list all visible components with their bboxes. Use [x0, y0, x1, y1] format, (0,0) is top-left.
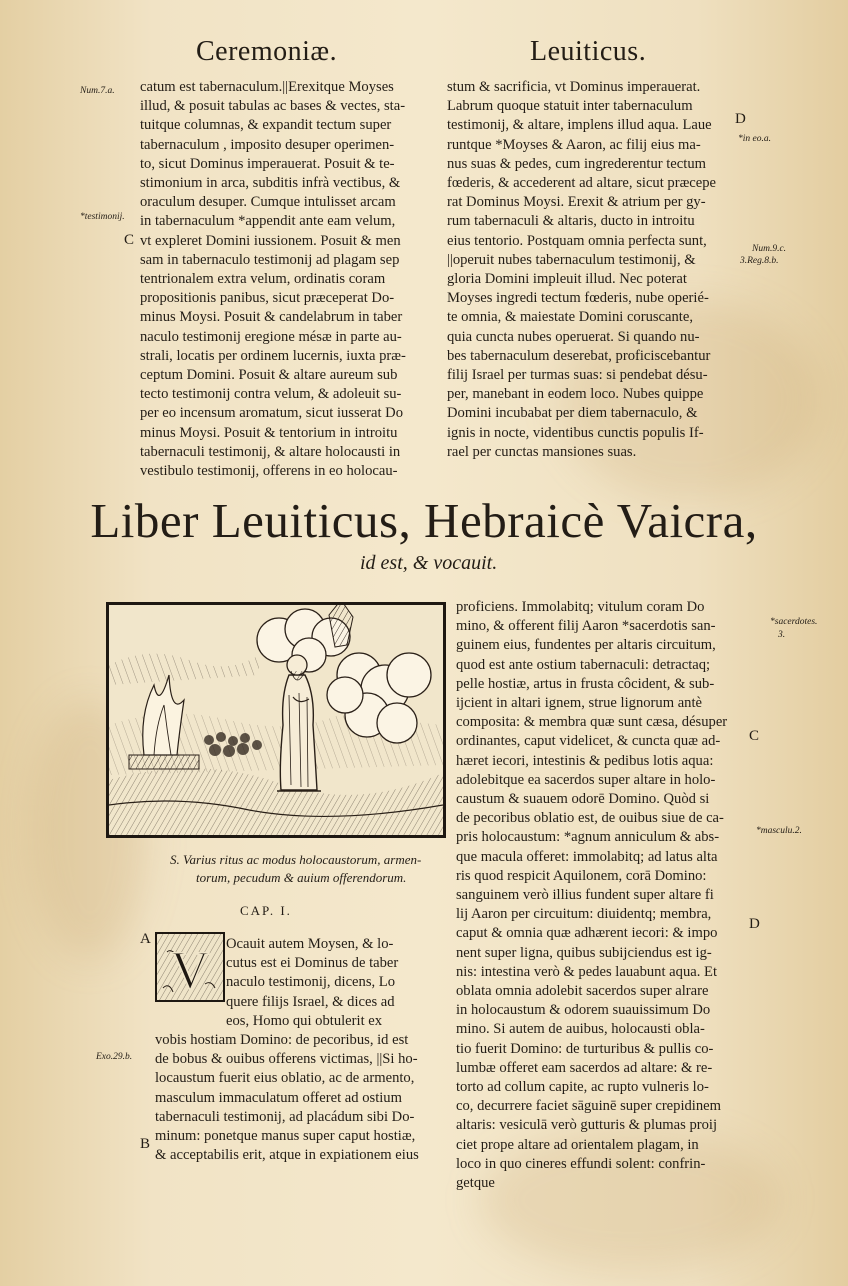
text-line: quere filijs Israel, & dices ad: [226, 993, 395, 1010]
text-line: lumbæ offeret eam sacerdos ad altare: & re-: [456, 1059, 713, 1076]
text-line: per eo incensum aromatum, sicut iusserat Do: [140, 405, 404, 422]
woodcut-moses-icon: [109, 605, 443, 835]
chapter-intro-lines: [226, 935, 398, 1031]
text-line: tecto testimonij contra velum, & adoleuit su-: [140, 386, 402, 403]
text-line: runtque *Moyses & Aaron, ac filij eius ma-: [447, 136, 701, 153]
text-line: quod est ante ostium tabernaculi: detractaq;: [456, 656, 711, 673]
text-line: sanguinem verò illius fundent super altare fi: [456, 887, 714, 904]
text-line: rael per cunctas mansiones suas.: [447, 443, 637, 460]
decorated-initial-v-icon: [157, 934, 223, 1000]
caption-line: S. Varius ritus ac modus holocaustorum, armen-: [170, 852, 422, 867]
text-line: ris quod respicit Aquilonem, corā Domino:: [456, 867, 707, 884]
margin-note-sacerdotes: *sacerdotes.: [770, 617, 818, 627]
text-line: illud, & posuit tabulas ac bases & vectes, sta-: [140, 98, 406, 115]
text-line: mino. Si autem de auibus, holocausti obla-: [456, 1021, 705, 1038]
text-line: & acceptabilis erit, atque in expiationem eius: [155, 1147, 419, 1164]
text-line: propositionis panibus, sicut præceperat Do-: [140, 290, 395, 307]
text-line: ignis in nocte, videntibus cunctis populis If-: [447, 424, 704, 441]
text-line: de pecoribus oblatio est, de ouibus siue de ca-: [456, 810, 724, 827]
text-line: vobis hostiam Domino: de pecoribus, id est: [155, 1032, 409, 1048]
margin-letter-a: A: [140, 931, 151, 947]
text-line: hæret iecori, intestinis & pedibus lotis aqua:: [456, 752, 714, 769]
chapter-label: CAP. I.: [240, 903, 292, 918]
text-line: oraculum desuper. Cumque intulisset arcam: [140, 194, 396, 211]
text-line: proficiens. Immolabitq; vitulum coram Do: [456, 599, 705, 615]
margin-note-num-9: Num.9.c.: [752, 244, 787, 254]
text-line: masculum immaculatum offeret ad ostium: [155, 1089, 402, 1106]
text-line: sam in tabernaculo testimonij ad plagam sep: [140, 251, 400, 268]
text-line: altaris: vesiculā verò gutturis & plumas proij: [456, 1117, 718, 1134]
text-line: Moyses ingredi tectum fœderis, nube operié-: [447, 290, 709, 307]
bottom-left-column: [155, 1031, 419, 1165]
text-line: nus suas & pedes, cum ingrederentur tectum: [447, 155, 706, 172]
book-subtitle: id est, & vocauit.: [360, 552, 498, 574]
text-line: tabernaculi testimonij, & altare holocausti in: [140, 443, 401, 460]
running-header-right: Leuiticus.: [530, 36, 647, 67]
margin-note-exo: Exo.29.b.: [96, 1052, 133, 1062]
text-line: ||operuit nubes tabernaculum testimonij, &: [447, 251, 696, 268]
text-line: Domini incubabat per diem tabernaculo, &: [447, 405, 698, 422]
text-line: eos, Homo qui obtulerit ex: [226, 1012, 383, 1029]
text-line: torto ad collum capite, ac rupto vulneris lo-: [456, 1079, 709, 1096]
text-line: mino, & offerent filij Aaron *sacerdotis san-: [456, 618, 716, 635]
text-line: composita: & membra quæ sunt cæsa, désuper: [456, 714, 728, 731]
text-line: minus Moysi. Posuit & tentorium in introitu: [140, 424, 398, 441]
text-line: per, manebant in eodem loco. Nubes quippe: [447, 386, 704, 403]
text-line: stum & sacrificia, vt Dominus imperauerat.: [447, 79, 701, 95]
text-line: vt expleret Domini iussionem. Posuit & men: [140, 232, 401, 249]
top-left-column: [140, 78, 406, 481]
text-line: locaustum fuerit eius oblatio, ac de armento,: [155, 1070, 415, 1087]
text-line: stimonium in arca, subditis infrà vectibus, &: [140, 175, 401, 192]
text-line: lij Aaron per circuitum: diuidentq; membra,: [456, 906, 712, 923]
margin-letter-b: B: [140, 1136, 151, 1152]
text-line: vestibulo testimonij, offerens in eo holocau-: [140, 463, 398, 480]
text-line: tentrionalem extra velum, ordinatis coram: [140, 271, 386, 288]
book-title: Liber Leuiticus, Hebraicè Vaicra,: [90, 493, 758, 548]
text-line: fœderis, & accederent ad altare, sicut præcepe: [447, 175, 717, 192]
margin-letter-c: C: [124, 232, 135, 248]
text-line: caput & omnia quæ adhærent iecori: & impo: [456, 925, 718, 942]
decorated-initial: [155, 932, 225, 1002]
margin-letter-d-bottom: D: [749, 916, 760, 932]
text-line: ijcient in altari ignem, strue lignorum antè: [456, 695, 702, 712]
text-line: loco in quo cineres effundi solent: confrin-: [456, 1155, 706, 1172]
text-line: in holocaustum & odorem suauissimum Do: [456, 1002, 711, 1019]
margin-note-three: 3.: [778, 630, 786, 640]
text-line: guinem eius, fundentes per altaris circuitum,: [456, 637, 716, 654]
text-line: que macula offeret: immolabitq; ad latus alta: [456, 848, 718, 865]
text-line: Ocauit autem Moysen, & lo-: [226, 936, 394, 952]
text-line: ceptum Domini. Posuit & altare aureum sub: [140, 367, 398, 384]
margin-letter-d: D: [735, 111, 746, 127]
text-line: naculo testimonij, dicens, Lo: [226, 974, 396, 991]
illustration-caption: [170, 851, 421, 887]
caption-line: torum, pecudum & auium offerendorum.: [196, 870, 407, 885]
text-line: caustum & suauem odorē Domino. Quòd si: [456, 791, 710, 808]
margin-note-testimonij: *testimonij.: [80, 212, 125, 222]
text-line: adolebitque ea sacerdos super altare in holo-: [456, 771, 716, 788]
text-line: testimonij, & altare, implens illud aqua. Laue: [447, 117, 712, 134]
text-line: minus Moysi. Posuit & candelabrum in taber: [140, 309, 403, 326]
margin-note-masculu: *masculu.2.: [756, 826, 802, 836]
text-line: in tabernaculum *appendit ante eam velum,: [140, 213, 396, 230]
text-line: to, sicut Dominus imperauerat. Posuit & te-: [140, 155, 395, 172]
margin-note-num-7: Num.7.a.: [80, 86, 115, 96]
text-line: catum est tabernaculum.||Erexitque Moyses: [140, 79, 394, 95]
margin-letter-c-right: C: [749, 728, 760, 744]
text-line: ordinantes, caput videlicet, & cuncta quæ ad-: [456, 733, 721, 750]
text-line: nent super ligna, quibus subijciendus est ig-: [456, 944, 712, 961]
text-line: quia cuncta nubes operuerat. Si quando nu-: [447, 328, 700, 345]
initial-letter: V: [170, 940, 210, 1000]
text-line: te omnia, & maiestate Domini coruscante,: [447, 309, 693, 326]
text-line: tio fuerit Domino: de turturibus & pullis co-: [456, 1040, 714, 1057]
text-line: cutus est ei Dominus de taber: [226, 955, 399, 972]
text-line: rat Dominus Moysi. Erexit & atrium per gy-: [447, 194, 706, 211]
text-line: Labrum quoque statuit inter tabernaculum: [447, 98, 693, 115]
woodcut-illustration: [106, 602, 446, 838]
text-line: pris holocaustum: *agnum anniculum & abs-: [456, 829, 720, 846]
running-header-left: Ceremoniæ.: [196, 36, 338, 67]
text-line: gloria Domini impleuit illud. Nec poterat: [447, 271, 687, 288]
text-line: nis: intestina verò & pedes lauabunt aqua. Et: [456, 963, 717, 980]
margin-note-in-eo: *in eo.a.: [738, 134, 771, 144]
top-right-column: [447, 78, 716, 462]
text-line: oblata omnia adolebit sacerdos super alrare: [456, 983, 709, 1000]
text-line: tuitque columnas, & expandit tectum super: [140, 117, 392, 134]
text-line: de bobus & ouibus offerens victimas, ||Si ho-: [155, 1051, 418, 1068]
text-line: getque: [456, 1175, 495, 1192]
text-line: rum tabernaculi & altaris, ducto in introitu: [447, 213, 695, 230]
text-line: ciet prope altare ad orientalem plagam, in: [456, 1136, 699, 1153]
margin-note-reg-8: 3.Reg.8.b.: [740, 256, 779, 266]
bottom-right-column: [456, 598, 727, 1193]
text-line: bes tabernaculum deserebat, proficiscebantur: [447, 347, 711, 364]
text-line: eius tentorio. Postquam omnia perfecta sunt,: [447, 232, 707, 249]
text-line: tabernaculum , imposito desuper operimen-: [140, 136, 395, 153]
text-line: co, decurrere faciet sāguinē super crepidinem: [456, 1098, 721, 1115]
text-line: pelle hostiæ, artus in frusta côcident, & sub-: [456, 675, 715, 692]
text-line: tabernaculi testimonij, ad placádum sibi Do-: [155, 1108, 415, 1125]
text-line: filij Israel per turmas suas: si pendebat désu-: [447, 367, 708, 384]
text-line: naculo testimonij eregione mésæ in parte au-: [140, 328, 402, 345]
text-line: strali, locatis per ordinem lucernis, iuxta præ-: [140, 347, 406, 364]
text-line: minum: ponetque manus super caput hostiæ,: [155, 1128, 416, 1145]
